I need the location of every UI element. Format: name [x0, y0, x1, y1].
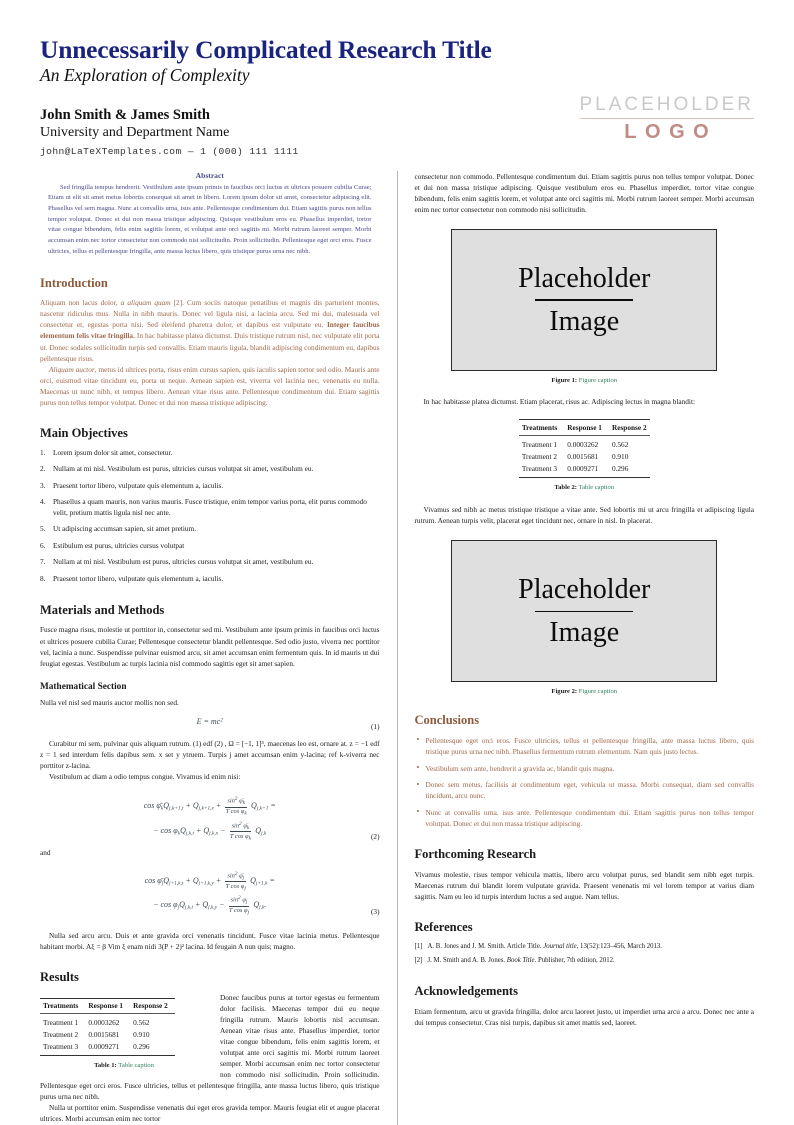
table-2 [519, 419, 650, 478]
figure-2-caption-label: Figure 2: [551, 688, 578, 696]
right-column-intro-text: consectetur non commodo. Pellentesque condimentum dui. Etiam sagittis purus non tellus tempor volutpat. Donec et dui non massa tristique adipiscing. Quisque vestibulum eros eu. Phasellus imperdiet, tortor vitae congue bibendum, felis enim sagittis lorem, et volutpat ante orci sagittis mi. Morbi rutrum laoreet semper. Morbi accumsan enim nec tortor consectetur non commodo nisi sollicitudin. [414, 171, 754, 215]
cell: 0.910 [133, 1030, 150, 1040]
table-1 [40, 998, 175, 1057]
right-column [414, 171, 754, 1125]
equation-3 [40, 871, 380, 916]
figure-1-placeholder-line-1: Placeholder [518, 263, 651, 295]
cell: 0.0015681 [567, 451, 599, 461]
intro-p1-italic: a aliquam quam [120, 298, 171, 308]
figure-2 [414, 540, 754, 695]
list-item: Estibulum est purus, ultricies cursus volutpat [53, 540, 185, 550]
figure-1-caption [414, 377, 754, 384]
logo-top-text: PLACEHOLDER [579, 94, 754, 115]
logo-bottom-text: LOGO [624, 121, 718, 143]
table-row [519, 462, 650, 477]
table-2-header-1: Response 1 [567, 422, 602, 432]
list-item: • Nunc at convallis urna. isus ante. Pellentesque condimentum dui. Etiam sagittis purus non tellus tempor volutpat. Donec et dui non massa tristique adipiscing. [414, 807, 754, 829]
reference-italic: Journal title [543, 942, 577, 950]
table-row [40, 1029, 175, 1041]
figure-2-placeholder-image [451, 540, 717, 682]
cell: 0.562 [133, 1018, 150, 1028]
document-header [40, 36, 754, 157]
page-subtitle: An Exploration of Complexity [40, 64, 250, 85]
cell: Treatment 3 [521, 464, 558, 474]
reference-pre: A. B. Jones and J. M. Smith. Article Title. [427, 942, 544, 950]
equation-connector-and: and [40, 847, 51, 857]
objectives-list [40, 448, 380, 585]
table-row [519, 450, 650, 462]
table-2-body [519, 435, 650, 477]
section-heading-references: References [414, 920, 473, 934]
list-item: Praesent tortor libero, vulputate quis elementum a, iaculis. [53, 480, 224, 490]
table-row [40, 998, 175, 1014]
placeholder-logo [580, 95, 755, 143]
intro-p1-b: [2]. Cum sociis natoque penatibus et magnis dis parturient montes, nascetur ridiculus mus. Nulla in nibh mauris. Donec vel ligula nisi, a lacinia arcu. Sed mi dui, malesuada vel consectetur et, egestas porta nisi. Sed eleifend pharetra dolor, et dapibus est vulputate eu. [40, 298, 380, 330]
table-row [519, 435, 650, 450]
logo-divider [580, 118, 755, 119]
list-item: Ut adipiscing accumsan sapien, sit amet pretium. [53, 524, 197, 534]
abstract-block [40, 171, 380, 258]
section-heading-forthcoming: Forthcoming Research [414, 847, 537, 862]
paragraph-after-equation-3: Nulla sed arcu arcu. Duis et ante gravida orci venenatis tincidunt. Fusce vitae lacinia metus. Pellentesque habitant morbi. Aξ = β Vim ξ enam nidi 3(P + 2)² lacina. Id feugain A nun quis; magno. [40, 930, 380, 951]
affiliation: University and Department Name [40, 124, 230, 140]
table-1-caption-text: Table caption [118, 1062, 154, 1070]
table-row [40, 1014, 175, 1029]
table-2-head [519, 420, 650, 436]
acknowledgements-text: Etiam fermentum, arcu ut gravida fringilla, dolor arcu laoreet justo, ut imperdiet urna arcu a arcu. Donec nec ante a dui tempus consectetur. Cras nisi turpis, dapibus sit amet mattis sed, laoreet. [414, 1006, 754, 1027]
results-text-2: Nulla ut porttitor enim. Suspendisse venenatis dui eget eros gravida tempor. Mauris feugiat elit et augue placerat ultrices. Morbi accumsan enim nec tortor [40, 1103, 380, 1124]
cell: Treatment 2 [43, 1030, 79, 1040]
table-2-header-0: Treatments [521, 422, 558, 432]
table-1-header-2: Response 2 [133, 1001, 168, 1011]
section-heading-conclusions: Conclusions [414, 713, 480, 728]
equation-2-number: (2) [371, 831, 380, 841]
section-heading-results: Results [40, 969, 79, 984]
reference-post: . Publisher, 7th edition, 2012. [534, 956, 615, 964]
figure-2-placeholder-line-2: Image [549, 616, 620, 648]
subsection-heading-mathematical: Mathematical Section [40, 681, 127, 692]
table-2-caption-label: Table 2: [554, 484, 577, 492]
cell: 0.0015681 [88, 1030, 120, 1040]
column-divider [397, 171, 398, 1125]
reference-number: [1] [414, 942, 423, 950]
intro-p1-c: In hac habitasse platea dictumst. Duis tristique rutrum nisl, nec vulputate elit porta ut. Donec sodales sollicitudin turpis sed convallis. Etiam mauris ligula, blandit adipiscing condimentum eu, dapibus pellentesque risus. [40, 331, 380, 363]
cell: Treatment 3 [43, 1042, 79, 1052]
text-between-figure1-table2: In hac habitasse platea dictumst. Etiam placerat, risus ac. Adipiscing lectus in magna blandit: [423, 397, 696, 407]
equation-3-number: (3) [371, 906, 380, 916]
introduction-paragraph-1 [40, 297, 380, 363]
cell: Treatment 2 [521, 451, 558, 461]
cell: 0.910 [611, 451, 629, 461]
introduction-paragraph-2 [40, 364, 380, 408]
abstract-heading: Abstract [195, 170, 224, 180]
figure-1-caption-text: Figure caption [578, 377, 618, 385]
cell: 0.296 [611, 464, 629, 474]
equation-3-line-2: − $\cos \varphi_jQ_{j,k,t} + Q_{j,k,y}$ − $\frac{\sin^2 \varphi_j}{T \cos \varphi_j}$ $Q_{j,k}$. [153, 895, 267, 916]
figure-1-placeholder-line-2: Image [549, 305, 620, 337]
mathematical-intro: Nulla vel nisl sed mauris auctor mollis non sed. [40, 697, 179, 707]
figure-1-caption-label: Figure 1: [551, 377, 578, 385]
table-1-block [40, 998, 208, 1070]
cell: Treatment 1 [43, 1018, 79, 1028]
page-title: Unnecessarily Complicated Research Title [40, 35, 492, 64]
cell: 0.0009271 [567, 464, 599, 474]
cell: 0.296 [133, 1042, 150, 1052]
reference-item [414, 942, 754, 952]
cell: 0.0009271 [88, 1042, 120, 1052]
paragraph-after-equation-1: Curabitur mi sem, pulvinar quis aliquam rutrum. (1) edf (2) , Ω = [−1, 1]³, maecenas leo est, ornare at. z = −1 edf z = 1 sed interdum felis dapibus sem. x set y ytruem. Turpis j amet accumsan enim y-lacina; ref k-viverra nec porttitor z-lacina. [40, 738, 380, 771]
equation-3-line-1: $\cos \varphī_jQ_{j+1,k,t} + Q_{j+1,k,y}$ + $\frac{\sin^2 \varphī_j}{T \cos \varphi_j}$ $Q_{j+1,k}$ = [144, 870, 275, 892]
figure-2-caption-text: Figure caption [578, 688, 618, 696]
materials-text: Fusce magna risus, molestie ut porttitor in, consectetur sed mi. Vestibulum ante ipsum primis in faucibus orci luctus et ultrices posuere cubilia Curae; Pellentesque consectetur blandit pellentesque. Sed odio justo, viverra nec porttitor vel, lacinia a nunc. Suspendisse pulvinar euismod arcu, sit amet accumsan enim fermentum quis. In id mauris ut dui feugiat egestas. Vestibulum ac turpis lacinia nisl commodo sagittis eget sit amet sapien. [40, 625, 380, 668]
reference-item [414, 956, 754, 966]
text-between-table2-figure2: Vivamus sed nibh ac metus tristique tristique a vitae ante. Sed lobortis mi ut arcu fringilla et adipiscing ligula rutrum. Aenean turpis velit, placerat eget tincidunt nec, ornare in nisl. In placerat. [414, 505, 754, 526]
cell: 0.562 [611, 439, 629, 449]
equation-1-exponent: 2 [220, 717, 223, 724]
equation-2-line-2: − $\cos \varphi_kQ_{j,k,t} + Q_{j,k,x}$ − $\frac{\sin^2 \varphī_k}{T \cos \varphi_k}$ $Q_{j,k}$ [153, 820, 267, 841]
reference-pre: J. M. Smith and A. B. Jones. [427, 956, 507, 964]
equation-2-line-1: $\cos \varphī_kQ_{j,k+1,t} + Q_{j,k+1,x}$ + $\frac{\sin^2 \varphī_k}{T \cos \varphi_k}$ $Q_{j,k+1}$ = [143, 796, 276, 817]
intro-p1-bold: Integer faucibus elementum felis vitae fringilla. [40, 320, 380, 341]
cell: Treatment 1 [521, 439, 558, 449]
section-heading-introduction: Introduction [40, 275, 108, 290]
conclusions-list [414, 735, 754, 829]
reference-italic: Book Title [506, 956, 535, 964]
list-item: Nullam at mi nisl. Vestibulum est purus, ultricies cursus volutpat sit amet, vestibulum eu. [53, 464, 314, 474]
table-1-header-1: Response 1 [88, 1001, 124, 1011]
equation-1-body [40, 717, 380, 726]
cell: 0.0003262 [88, 1018, 120, 1028]
table-2-header-2: Response 2 [611, 422, 647, 432]
table-1-body [40, 1014, 175, 1056]
list-item: Praesent tortor libero, vulputate quis elementum a, iaculis. [53, 573, 224, 583]
list-item: Phasellus a quam mauris, non varius mauris. Fusce tristique, enim tempor varius porta, elit purus commodo velit, pretium mattis ligula nisl nec ante. [53, 497, 367, 518]
list-item: Nullam at mi nisl. Vestibulum est purus, ultricies cursus volutpat sit amet, vestibulum eu. [53, 557, 314, 567]
table-row [40, 1041, 175, 1056]
author-names: John Smith & James Smith [40, 106, 210, 123]
forthcoming-text: Vivamus molestie, risus tempor vehicula mattis, libero arcu volutpat purus, sed blandit sem nibh eget turpis. Maecenas rutrum dui blandit lorem vulputate gravida. Praesent venenatis mi vel lorem tempor at varius diam sagittis. Nam eu leo id turpis interdum luctus a sed augue. Nam tellus. [414, 869, 754, 901]
table-2-caption-text: Table caption [578, 484, 615, 492]
table-1-head [40, 998, 175, 1014]
paragraph-before-equation-2: Vestibulum ac diam a odio tempus congue. Vivamus id enim nisi: [49, 772, 241, 782]
table-row [519, 420, 650, 436]
figure-2-placeholder-line-1: Placeholder [518, 574, 651, 606]
intro-p2-italic: Aliquam auctor [49, 364, 95, 374]
abstract-text: Sed fringilla tempus hendrerit. Vestibulum ante ipsum primis in faucibus orci luctus et ultrices posuere cubilia Curae; Etiam ut elit sit amet metus lobortis consequat sit amet in libero. Lorem ipsum dolor sit amet, consectetur adipiscing elit. Phasellus vel sem magna. Nunc at convallis urna, isus ante. Pellentesque condimentum dui. Etiam sagittis purus non tellus tempor volutpat. Donec et dui non massa tristique adipiscing. Quisque vestibulum eros eu. Phasellus imperdiet, tortor vitae congue bibendum, felis enim sagittis lorem, et volutpat ante orci sagittis mi. Morbi rutrum laoreet semper. Morbi accumsan enim nec tortor consectetur non commodo nisi sollicitudin. Proin sollicitudin. Pellentesque eget orci eros. Fusce ultricies, tellus et pellentesque fringilla, ante massa luctus libero, quis tristique purus urna nec nibh. [48, 183, 372, 255]
table-1-header-0: Treatments [43, 1001, 79, 1011]
equation-1 [40, 717, 380, 731]
left-column [40, 171, 380, 1125]
content-columns [40, 171, 754, 1125]
table-2-block [414, 419, 754, 491]
contact-info: john@LaTeXTemplates.com — 1 (000) 111 1111 [40, 145, 299, 157]
reference-post: , 13(52):123–456, March 2013. [576, 942, 662, 950]
cell: 0.0003262 [567, 439, 599, 449]
section-heading-acknowledgements: Acknowledgements [414, 984, 518, 999]
table-1-caption-label: Table 1: [94, 1062, 117, 1070]
equation-1-number: (1) [371, 721, 380, 731]
table-1-caption [40, 1062, 208, 1069]
section-heading-materials: Materials and Methods [40, 602, 165, 617]
results-text: Donec faucibus purus at tortor egestas eu fermentum dolor facilisis. Maecenas tempor dui eu neque fringilla rutrum. Mauris lobortis nisl accumsan. Aenean vitae risus ante. Phasellus imperdiet, tortor vitae congue bibendum, felis enim sagittis lorem, et volutpat ante orci sagittis mi. Morbi rutrum laoreet semper. Morbi accumsan enim nec tortor consectetur non commodo nisi sollicitudin. Proin sollicitudin. Pellentesque eget orci eros. Fusce ultricies, tellus et pellentesque fringilla, ante massa luctus libero, quis tristique purus urna nec nibh. [40, 992, 380, 1102]
table-2-caption [519, 484, 650, 491]
figure-2-caption [414, 688, 754, 695]
list-item: • Donec sem metus, facilisis at condimentum eget, vehicula ut massa. Morbi consequat, diam sed convallis tincidunt, arcu nunc. [414, 779, 754, 801]
equation-1-expr: E = mc [196, 716, 221, 726]
section-heading-objectives: Main Objectives [40, 426, 128, 441]
figure-1-placeholder-image [451, 229, 717, 371]
figure-1-placeholder-divider [535, 299, 633, 300]
figure-2-placeholder-divider [535, 611, 633, 612]
reference-number: [2] [414, 956, 423, 964]
list-item: • Pellentesque eget orci eros. Fusce ultricies, tellus et pellentesque fringilla, ante massa luctus libero, quis tristique purus urna nec nibh. Phasellus fermentum rutrum elementum. Nam quis justo lectus. [414, 735, 754, 757]
figure-1 [414, 229, 754, 384]
list-item: • Vestibulum sem ante, hendrerit a gravida ac, blandit quis magna. [414, 763, 754, 774]
results-body [40, 992, 380, 1103]
intro-p2-rest: , metus id ultrices porta, risus enim cursus sapien, quis iaculis sapien tortor sed odio. Mauris ante orci, euismod vitae tincidunt eu, porta ut neque. Aenean sapien est, viverra vel lacinia nec, venenatis eu nulla. Maecenas ut nunc nibh, et tempus libero. Aenean vitae risus ante. Pellentesque condimentum dui. Etiam sagittis purus non tellus tempor volutpat. Donec et dui non massa tristique adipiscing. [40, 364, 380, 407]
intro-p1-a: Aliquam non lacus dolor, [40, 298, 121, 308]
equation-2 [40, 796, 380, 841]
list-item: Lorem ipsum dolor sit amet, consectetur. [53, 447, 173, 457]
